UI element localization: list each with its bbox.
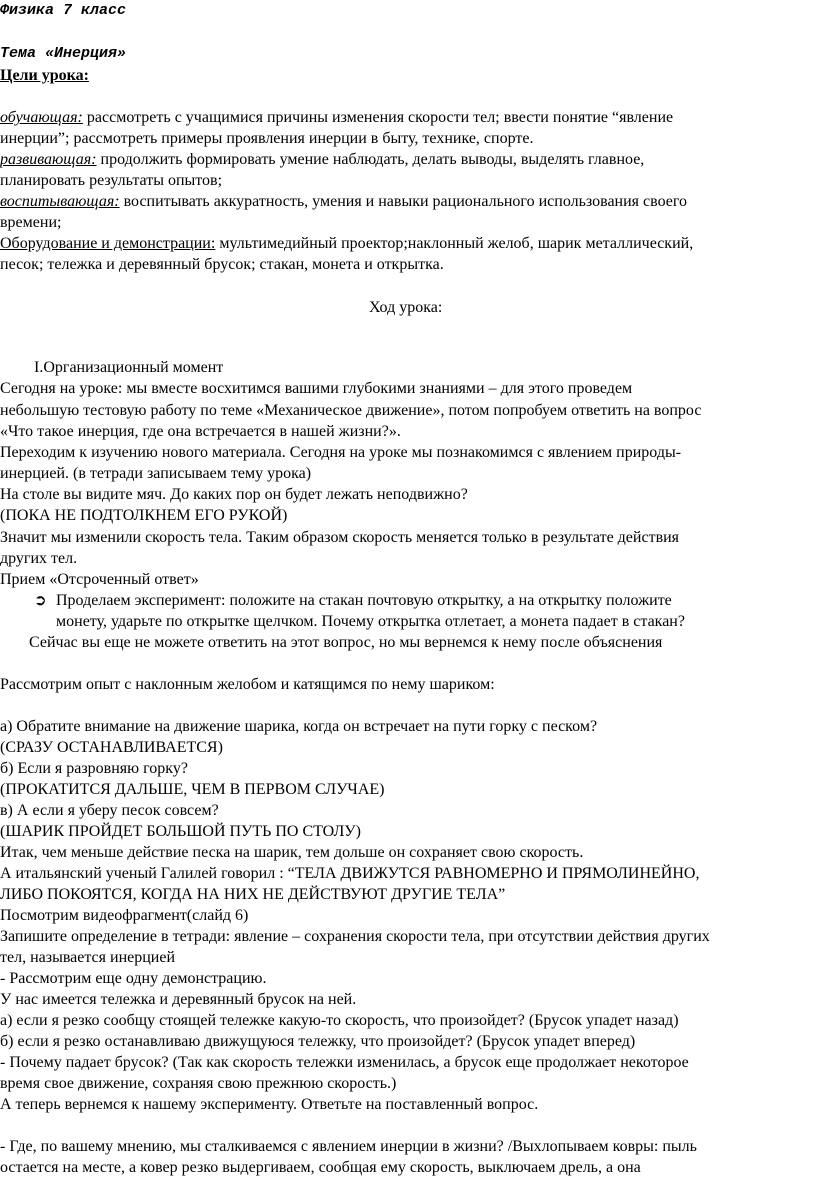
goal-developing-cont: планировать результаты опытов; bbox=[0, 172, 223, 189]
goals-title: Цели урока: bbox=[0, 67, 89, 84]
text-line: А итальянский ученый Галилей говорил : “ТЕЛА ДВИЖУТСЯ РАВНОМЕРНО И ПРЯМОЛИНЕЙНО, bbox=[0, 865, 700, 882]
lesson-heading: Ход урока: bbox=[369, 299, 443, 316]
text-line: а) если я резко сообщу стоящей тележке какую-то скорость, что произойдет? (Брусок упадет назад) bbox=[0, 1012, 679, 1029]
text-line: Прием «Отсроченный ответ» bbox=[0, 571, 199, 588]
text-line: Сегодня на уроке: мы вместе восхитимся вашими глубокими знаниями – для этого проведем bbox=[0, 380, 633, 397]
topic-line: Тема «Инерция» bbox=[0, 45, 127, 62]
goal-developing-text: продолжить формировать умение наблюдать, делать выводы, выделять главное, bbox=[96, 151, 645, 168]
goal-teaching-label: обучающая: bbox=[0, 109, 83, 126]
text-line: других тел. bbox=[0, 550, 78, 567]
text-line: - Рассмотрим еще одну демонстрацию. bbox=[0, 970, 267, 987]
goal-developing-label: развивающая: bbox=[0, 151, 97, 168]
bullet-text: Проделаем эксперимент: положите на стакан почтовую открытку, а на открытку положите bbox=[56, 592, 672, 609]
subject-line: Физика 7 класс bbox=[0, 2, 127, 19]
goal-educating-text: воспитывать аккуратность, умения и навыки рационального использования своего bbox=[119, 193, 688, 210]
text-line: (ПРОКАТИТСЯ ДАЛЬШЕ, ЧЕМ В ПЕРВОМ СЛУЧАЕ) bbox=[0, 781, 385, 798]
text-line: а) Обратите внимание на движение шарика, когда он встречает на пути горку с песком? bbox=[0, 718, 598, 735]
experiment-intro: Рассмотрим опыт с наклонным желобом и катящимся по нему шариком: bbox=[0, 676, 495, 693]
text-line: время свое движение, сохраняя свою прежнюю скорость.) bbox=[0, 1075, 397, 1092]
text-line: (ШАРИК ПРОЙДЕТ БОЛЬШОЙ ПУТЬ ПО СТОЛУ) bbox=[0, 823, 361, 840]
text-line: остается на месте, а ковер резко выдергиваем, сообщая ему скорость, выключаем дрель, а она bbox=[0, 1159, 641, 1176]
section-org: I.Организационный момент bbox=[34, 359, 224, 376]
text-line: Запишите определение в тетради: явление – сохранения скорости тела, при отсутствии действия других bbox=[0, 928, 710, 945]
text-line: У нас имеется тележка и деревянный брусок на ней. bbox=[0, 991, 357, 1008]
text-line: тел, называется инерцией bbox=[0, 949, 176, 966]
text-line: - Почему падает брусок? (Так как скорость тележки изменилась, а брусок еще продолжает некоторое bbox=[0, 1054, 689, 1071]
goal-educating bbox=[0, 191, 687, 212]
equipment-label: Оборудование и демонстрации: bbox=[0, 235, 216, 252]
text-line: (ПОКА НЕ ПОДТОЛКНЕМ ЕГО РУКОЙ) bbox=[0, 507, 288, 524]
goal-educating-cont: времени; bbox=[0, 214, 62, 231]
text-line: небольшую тестовую работу по теме «Механическое движение», потом попробуем ответить на вопрос bbox=[0, 402, 702, 419]
goal-developing bbox=[0, 149, 644, 170]
text-line: Переходим к изучению нового материала. Сегодня на уроке мы познакомимся с явлением природы- bbox=[0, 444, 682, 461]
bullet-note: Сейчас вы еще не можете ответить на этот вопрос, но мы вернемся к нему после объяснения bbox=[29, 634, 663, 651]
bullet-cont: монету, ударьте по открытке щелчком. Почему открытка отлетает, а монета падает в стакан? bbox=[56, 613, 685, 630]
text-line: в) А если я уберу песок совсем? bbox=[0, 802, 219, 819]
text-line: б) Если я разровняю горку? bbox=[0, 760, 188, 777]
text-line: - Где, по вашему мнению, мы сталкиваемся с явлением инерции в жизни? /Выхлопываем ковры: пыль bbox=[0, 1138, 697, 1155]
text-line: ЛИБО ПОКОЯТСЯ, КОГДА НА НИХ НЕ ДЕЙСТВУЮТ ДРУГИЕ ТЕЛА” bbox=[0, 886, 506, 903]
equipment-text: мультимедийный проектор;наклонный желоб, шарик металлический, bbox=[215, 235, 694, 252]
equipment bbox=[0, 233, 693, 254]
bullet-experiment bbox=[34, 590, 672, 611]
text-line: (СРАЗУ ОСТАНАВЛИВАЕТСЯ) bbox=[0, 739, 223, 756]
goal-educating-label: воспитывающая: bbox=[0, 193, 120, 210]
arrow-icon: ➲ bbox=[34, 591, 47, 609]
text-line: Итак, чем меньше действие песка на шарик, тем дольше он сохраняет свою скорость. bbox=[0, 844, 584, 861]
text-line: «Что такое инерция, где она встречается в нашей жизни?». bbox=[0, 423, 401, 440]
text-line: На столе вы видите мяч. До каких пор он будет лежать неподвижно? bbox=[0, 486, 468, 503]
equipment-cont: песок; тележка и деревянный брусок; стакан, монета и открытка. bbox=[0, 256, 444, 273]
goal-teaching-cont: инерции”; рассмотреть примеры проявления инерции в быту, технике, спорте. bbox=[0, 130, 534, 147]
goal-teaching-text: рассмотреть с учащимися причины изменения скорости тел; ввести понятие “явление bbox=[82, 109, 674, 126]
text-line: б) если я резко останавливаю движущуюся тележку, что произойдет? (Брусок упадет вперед) bbox=[0, 1033, 636, 1050]
text-line: инерцией. (в тетради записываем тему урока) bbox=[0, 465, 312, 482]
text-line: Значит мы изменили скорость тела. Таким образом скорость меняется только в результате действия bbox=[0, 529, 680, 546]
text-line: А теперь вернемся к нашему эксперименту. Ответьте на поставленный вопрос. bbox=[0, 1096, 539, 1113]
text-line: Посмотрим видеофрагмент(слайд 6) bbox=[0, 907, 249, 924]
goal-teaching bbox=[0, 107, 673, 128]
